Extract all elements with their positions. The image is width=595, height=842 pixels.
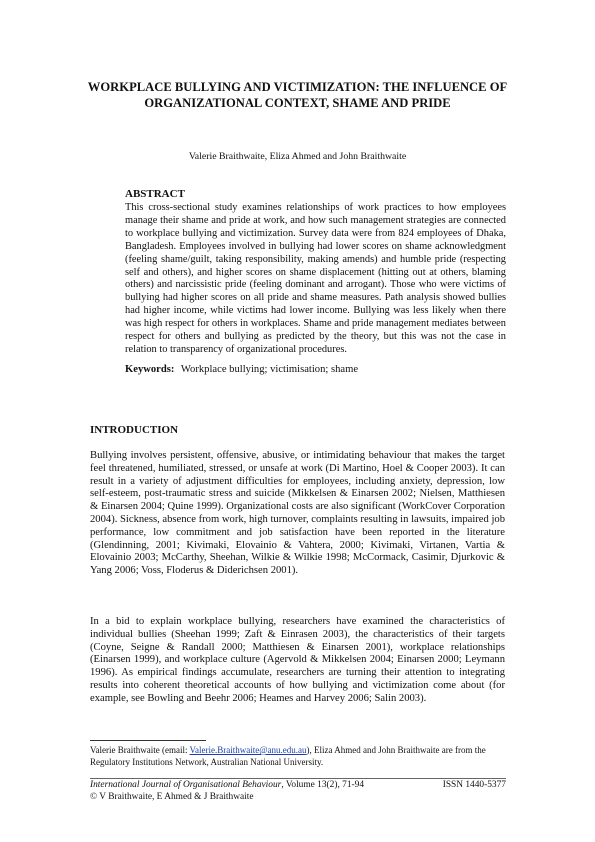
paper-title: WORKPLACE BULLYING AND VICTIMIZATION: THE INFLUENCE OF ORGANIZATIONAL CONTEXT, SHAME AND PRIDE bbox=[87, 80, 508, 110]
journal-name: International Journal of Organisational Behaviour bbox=[90, 780, 282, 790]
keywords-label: Keywords: bbox=[125, 363, 175, 375]
journal-citation: , Volume 13(2), 71-94 bbox=[281, 780, 365, 790]
footnote-divider bbox=[90, 740, 206, 741]
footnote-prefix: Valerie Braithwaite (email: bbox=[90, 745, 190, 755]
footer-divider bbox=[90, 778, 506, 779]
footnote-suffix: ), Eliza Ahmed and John Braithwaite are from the Regulatory Institutions Network, Australian National University. bbox=[90, 745, 486, 767]
keywords-value: Workplace bullying; victimisation; shame bbox=[180, 363, 359, 375]
section-heading-introduction: INTRODUCTION bbox=[90, 424, 179, 436]
abstract-text: This cross-sectional study examines relationships of work practices to how employees manage their shame and pride at work, and how such management strategies are connected to workplace bullying and victimization. Survey data were from 824 employees of Dhaka, Bangladesh. Employees involved in bullying had lower scores on shame acknowledgment (feeling shame/guilt, taking responsibility, making amends) and humble pride (respecting self and others), and higher scores on shame displacement (hitting out at others, blaming others) and narcissistic pride (feeling dominant and arrogant). Those who were victims of bullying had higher scores on all pride and shame measures. Path analysis showed bullies had higher income, while victims had lower income. Bullying was less likely when there was high respect for others in workplaces. Shame and pride management mediates between respect for others and bullying as predicted by the theory, but this was not the case in relation to transparency of organizational procedures. bbox=[125, 202, 506, 355]
issn-label: ISSN 1440-5377 bbox=[442, 780, 506, 790]
author-footnote bbox=[90, 745, 506, 768]
abstract-heading: ABSTRACT bbox=[125, 188, 185, 200]
body-paragraph: Bullying involves persistent, offensive, abusive, or intimidating behaviour that makes the target feel threatened, humiliated, stressed, or unsafe at work (Di Martino, Hoel & Cooper 2003). It can result in a variety of adjustment difficulties for employees, including anxiety, depression, low self-esteem, post-traumatic stress and suicide (Mikkelsen & Einarsen 2002; Nielsen, Matthiesen & Einarsen 2004; Quine 1999). Organizational costs are also significant (WorkCover Corporation 2004). Sickness, absence from work, high turnover, complaints resulting in lawsuits, impaired job performance, low commitment and job satisfaction have been reported in the literature (Glendinning, 2001; Kivimaki, Elovainio & Vahtera, 2000; Kivimaki, Virtanen, Vartia & Elovainio 2003; McCarthy, Sheehan, Wilkie & Wilkie 1998; McCormack, Casimir, Djurkovic & Yang 2006; Voss, Floderus & Diderichsen 2001). bbox=[90, 450, 505, 577]
keywords-line bbox=[125, 363, 506, 376]
journal-footer bbox=[90, 780, 506, 792]
author-email-link[interactable]: Valerie.Braithwaite@anu.edu.au bbox=[189, 745, 307, 755]
author-list: Valerie Braithwaite, Eliza Ahmed and John Braithwaite bbox=[188, 151, 407, 162]
abstract-section bbox=[125, 188, 506, 376]
copyright-line: © V Braithwaite, E Ahmed & J Braithwaite bbox=[90, 792, 254, 802]
body-paragraph: In a bid to explain workplace bullying, researchers have examined the characteristics of individual bullies (Sheehan 1999; Zaft & Einrasen 2003), the characteristics of their targets (Coyne, Seigne & Randall 2000; Matthiesen & Einarsen 2001), workplace relationships (Einarsen 1999), and workplace culture (Agervold & Mikkelsen 2004; Einarsen 2000; Leymann 1996). As empirical findings accumulate, researchers are turning their attention to integrating results into coherent theoretical accounts of how bullying and victimization come about (for example, see Bowling and Beehr 2006; Heames and Harvey 2006; Salin 2003). bbox=[90, 616, 505, 704]
